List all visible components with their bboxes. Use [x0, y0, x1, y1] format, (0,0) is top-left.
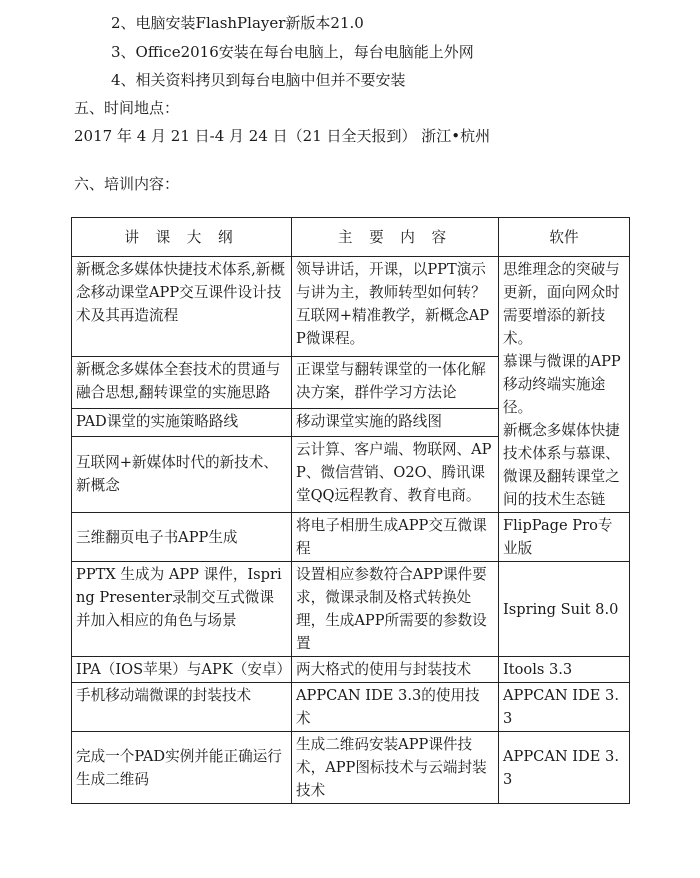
header-content: 主 要 内 容	[292, 218, 499, 257]
content-cell: 正课堂与翻转课堂的一体化解决方案，群件学习方法论	[292, 357, 499, 409]
header-software: 软件	[499, 218, 630, 257]
outline-cell: PPTX 生成为 APP 课件，Ispring Presenter录制交互式微课并加入相应的角色与场景	[72, 562, 292, 657]
section-heading-training-content: 六、培训内容：	[74, 175, 180, 193]
outline-cell: 手机移动端微课的封装技术	[72, 683, 292, 732]
outline-cell: PAD课堂的实施策略路线	[72, 409, 292, 437]
outline-cell: 三维翻页电子书APP生成	[72, 513, 292, 562]
content-cell: 生成二维码安装APP课件技术，APP图标技术与云端封装技术	[292, 732, 499, 804]
outline-cell: IPA（IOS苹果）与APK（安卓）	[72, 657, 292, 683]
content-cell: 两大格式的使用与封装技术	[292, 657, 499, 683]
content-cell: 将电子相册生成APP交互微课程	[292, 513, 499, 562]
requirement-item-2: 2、电脑安装FlashPlayer新版本21.0	[111, 14, 364, 32]
table-row	[72, 657, 630, 683]
training-content-table	[71, 217, 630, 804]
table-row	[72, 562, 630, 657]
software-cell: APPCAN IDE 3.3	[499, 732, 630, 804]
content-cell: 移动课堂实施的路线图	[292, 409, 499, 437]
table-header-row	[72, 218, 630, 257]
software-cell: FlipPage Pro专业版	[499, 513, 630, 562]
header-outline: 讲 课 大 纲	[72, 218, 292, 257]
content-cell: APPCAN IDE 3.3的使用技术	[292, 683, 499, 732]
outline-cell: 新概念多媒体全套技术的贯通与融合思想,翻转课堂的实施思路	[72, 357, 292, 409]
time-place-text: 2017 年 4 月 21 日-4 月 24 日（21 日全天报到） 浙江•杭州	[74, 127, 491, 145]
table-row	[72, 513, 630, 562]
software-note-3: 新概念多媒体快捷技术体系与慕课、微课及翻转课堂之间的技术生态链	[503, 422, 620, 508]
requirement-item-3: 3、Office2016安装在每台电脑上，每台电脑能上外网	[111, 43, 474, 61]
outline-cell: 完成一个PAD实例并能正确运行生成二维码	[72, 732, 292, 804]
software-cell: Itools 3.3	[499, 657, 630, 683]
table-row	[72, 732, 630, 804]
requirement-item-4: 4、相关资料拷贝到每台电脑中但并不要安装	[111, 71, 406, 89]
content-cell: 领导讲话，开课，以PPT演示与讲为主，教师转型如何转？互联网+精准教学，新概念APP微课程。	[292, 257, 499, 357]
software-cell: APPCAN IDE 3.3	[499, 683, 630, 732]
outline-cell: 新概念多媒体快捷技术体系,新概念移动课堂APP交互课件设计技术及其再造流程	[72, 257, 292, 357]
software-cell: Ispring Suit 8.0	[499, 562, 630, 657]
section-heading-time-place: 五、时间地点：	[74, 99, 180, 117]
software-note-1: 思维理念的突破与更新，面向网众时需要增添的新技术。	[503, 261, 620, 347]
table-row	[72, 257, 630, 357]
software-note-2: 慕课与微课的APP移动终端实施途径。	[503, 353, 621, 416]
content-cell: 云计算、客户端、物联网、APP、微信营销、O2O、腾讯课堂QQ远程教育、教育电商。	[292, 436, 499, 512]
content-cell: 设置相应参数符合APP课件要求，微课录制及格式转换处理，生成APP所需要的参数设置	[292, 562, 499, 657]
outline-cell: 互联网+新媒体时代的新技术、新概念	[72, 436, 292, 512]
software-merged-cell	[499, 257, 630, 513]
table-row	[72, 683, 630, 732]
